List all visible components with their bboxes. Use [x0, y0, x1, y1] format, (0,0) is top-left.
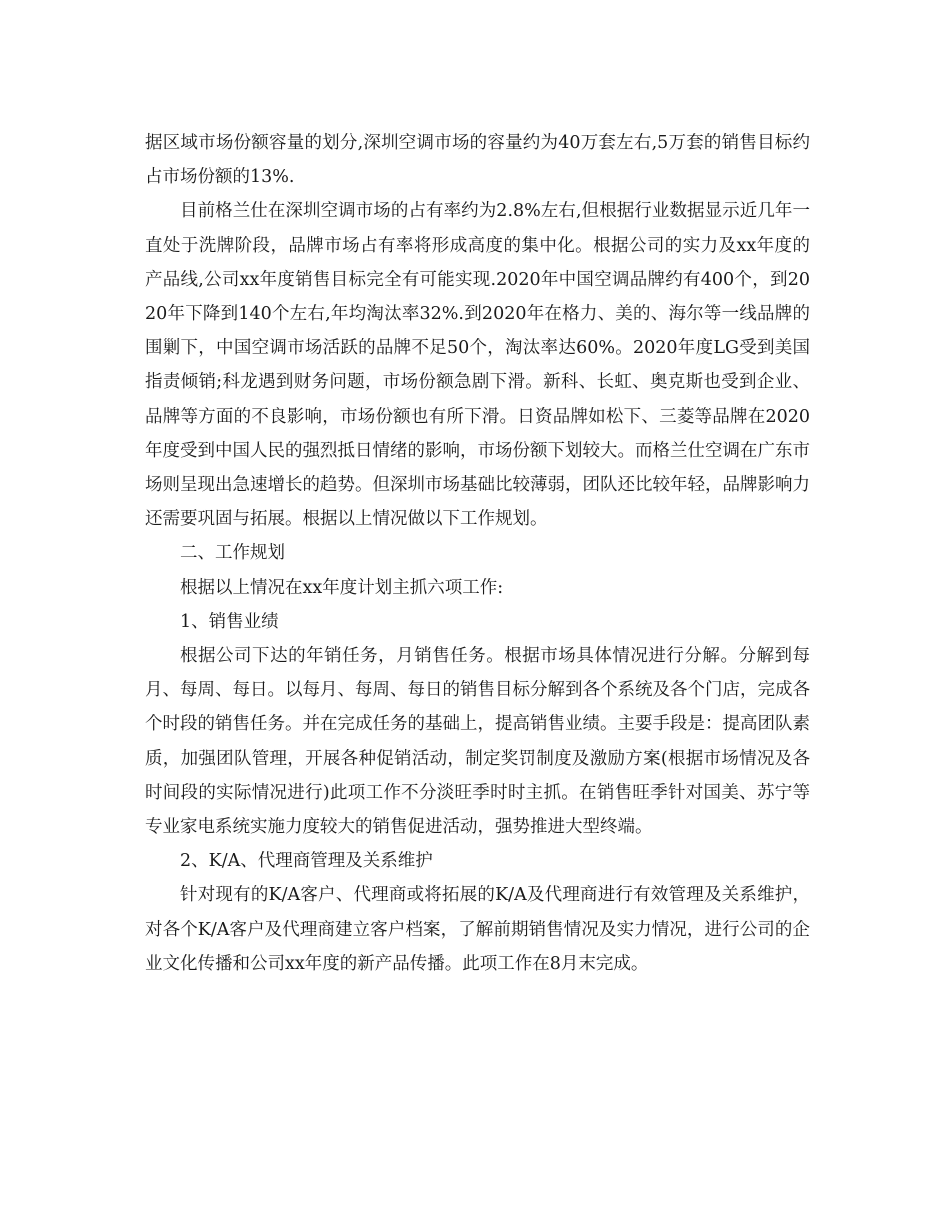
paragraph-sales-performance: 根据公司下达的年销任务，月销售任务。根据市场具体情况进行分解。分解到每月、每周、每日。以每月、每周、每日的销售目标分解到各个系统及各个门店，完成各个时段的销售任务。并在完成任务的基础上，提高销售业绩。主要手段是：提高团队素质，加强团队管理，开展各种促销活动，制定奖罚制度及激励方案(根据市场情况及各时间段的实际情况进行)此项工作不分淡旺季时时主抓。在销售旺季针对国美、苏宁等专业家电系统实施力度较大的销售促进活动，强势推进大型终端。 — [145, 646, 810, 838]
subheading-sales-performance: 1、销售业绩 — [180, 611, 279, 632]
section-heading-work-plan: 二、工作规划 — [180, 543, 285, 564]
paragraph-plan-intro: 根据以上情况在xx年度计划主抓六项工作: — [180, 577, 504, 598]
paragraph-market-analysis: 目前格兰仕在深圳空调市场的占有率约为2.8%左右,但根据行业数据显示近几年一直处于洗牌阶段，品牌市场占有率将形成高度的集中化。根据公司的实力及xx年度的产品线,公司xx年度销售目标完全有可能实现.2020年中国空调品牌约有400个，到2020年下降到140个左右,年均淘汰率32%.到2020年在格力、美的、海尔等一线品牌的围剿下，中国空调市场活跃的品牌不足50个，淘汰率达60%。2020年度LG受到美国指责倾销;科龙遇到财务问题，市场份额急剧下滑。新科、长虹、奥克斯也受到企业、品牌等方面的不良影响，市场份额也有所下滑。日资品牌如松下、三菱等品牌在2020年度受到中国人民的强烈抵日情绪的影响，市场份额下划较大。而格兰仕空调在广东市场则呈现出急速增长的趋势。但深圳市场基础比较薄弱，团队还比较年轻，品牌影响力还需要巩固与拓展。根据以上情况做以下工作规划。 — [145, 201, 810, 530]
paragraph-ka-agent-management: 针对现有的K/A客户、代理商或将拓展的K/A及代理商进行有效管理及关系维护，对各个K/A客户及代理商建立客户档案，了解前期销售情况及实力情况，进行公司的企业文化传播和公司xx年度的新产品传播。此项工作在8月末完成。 — [145, 885, 810, 974]
paragraph-market-share: 据区域市场份额容量的划分,深圳空调市场的容量约为40万套左右,5万套的销售目标约占市场份额的13%. — [145, 133, 810, 188]
document-body — [145, 126, 810, 981]
subheading-ka-agent-management: 2、K/A、代理商管理及关系维护 — [180, 851, 433, 872]
